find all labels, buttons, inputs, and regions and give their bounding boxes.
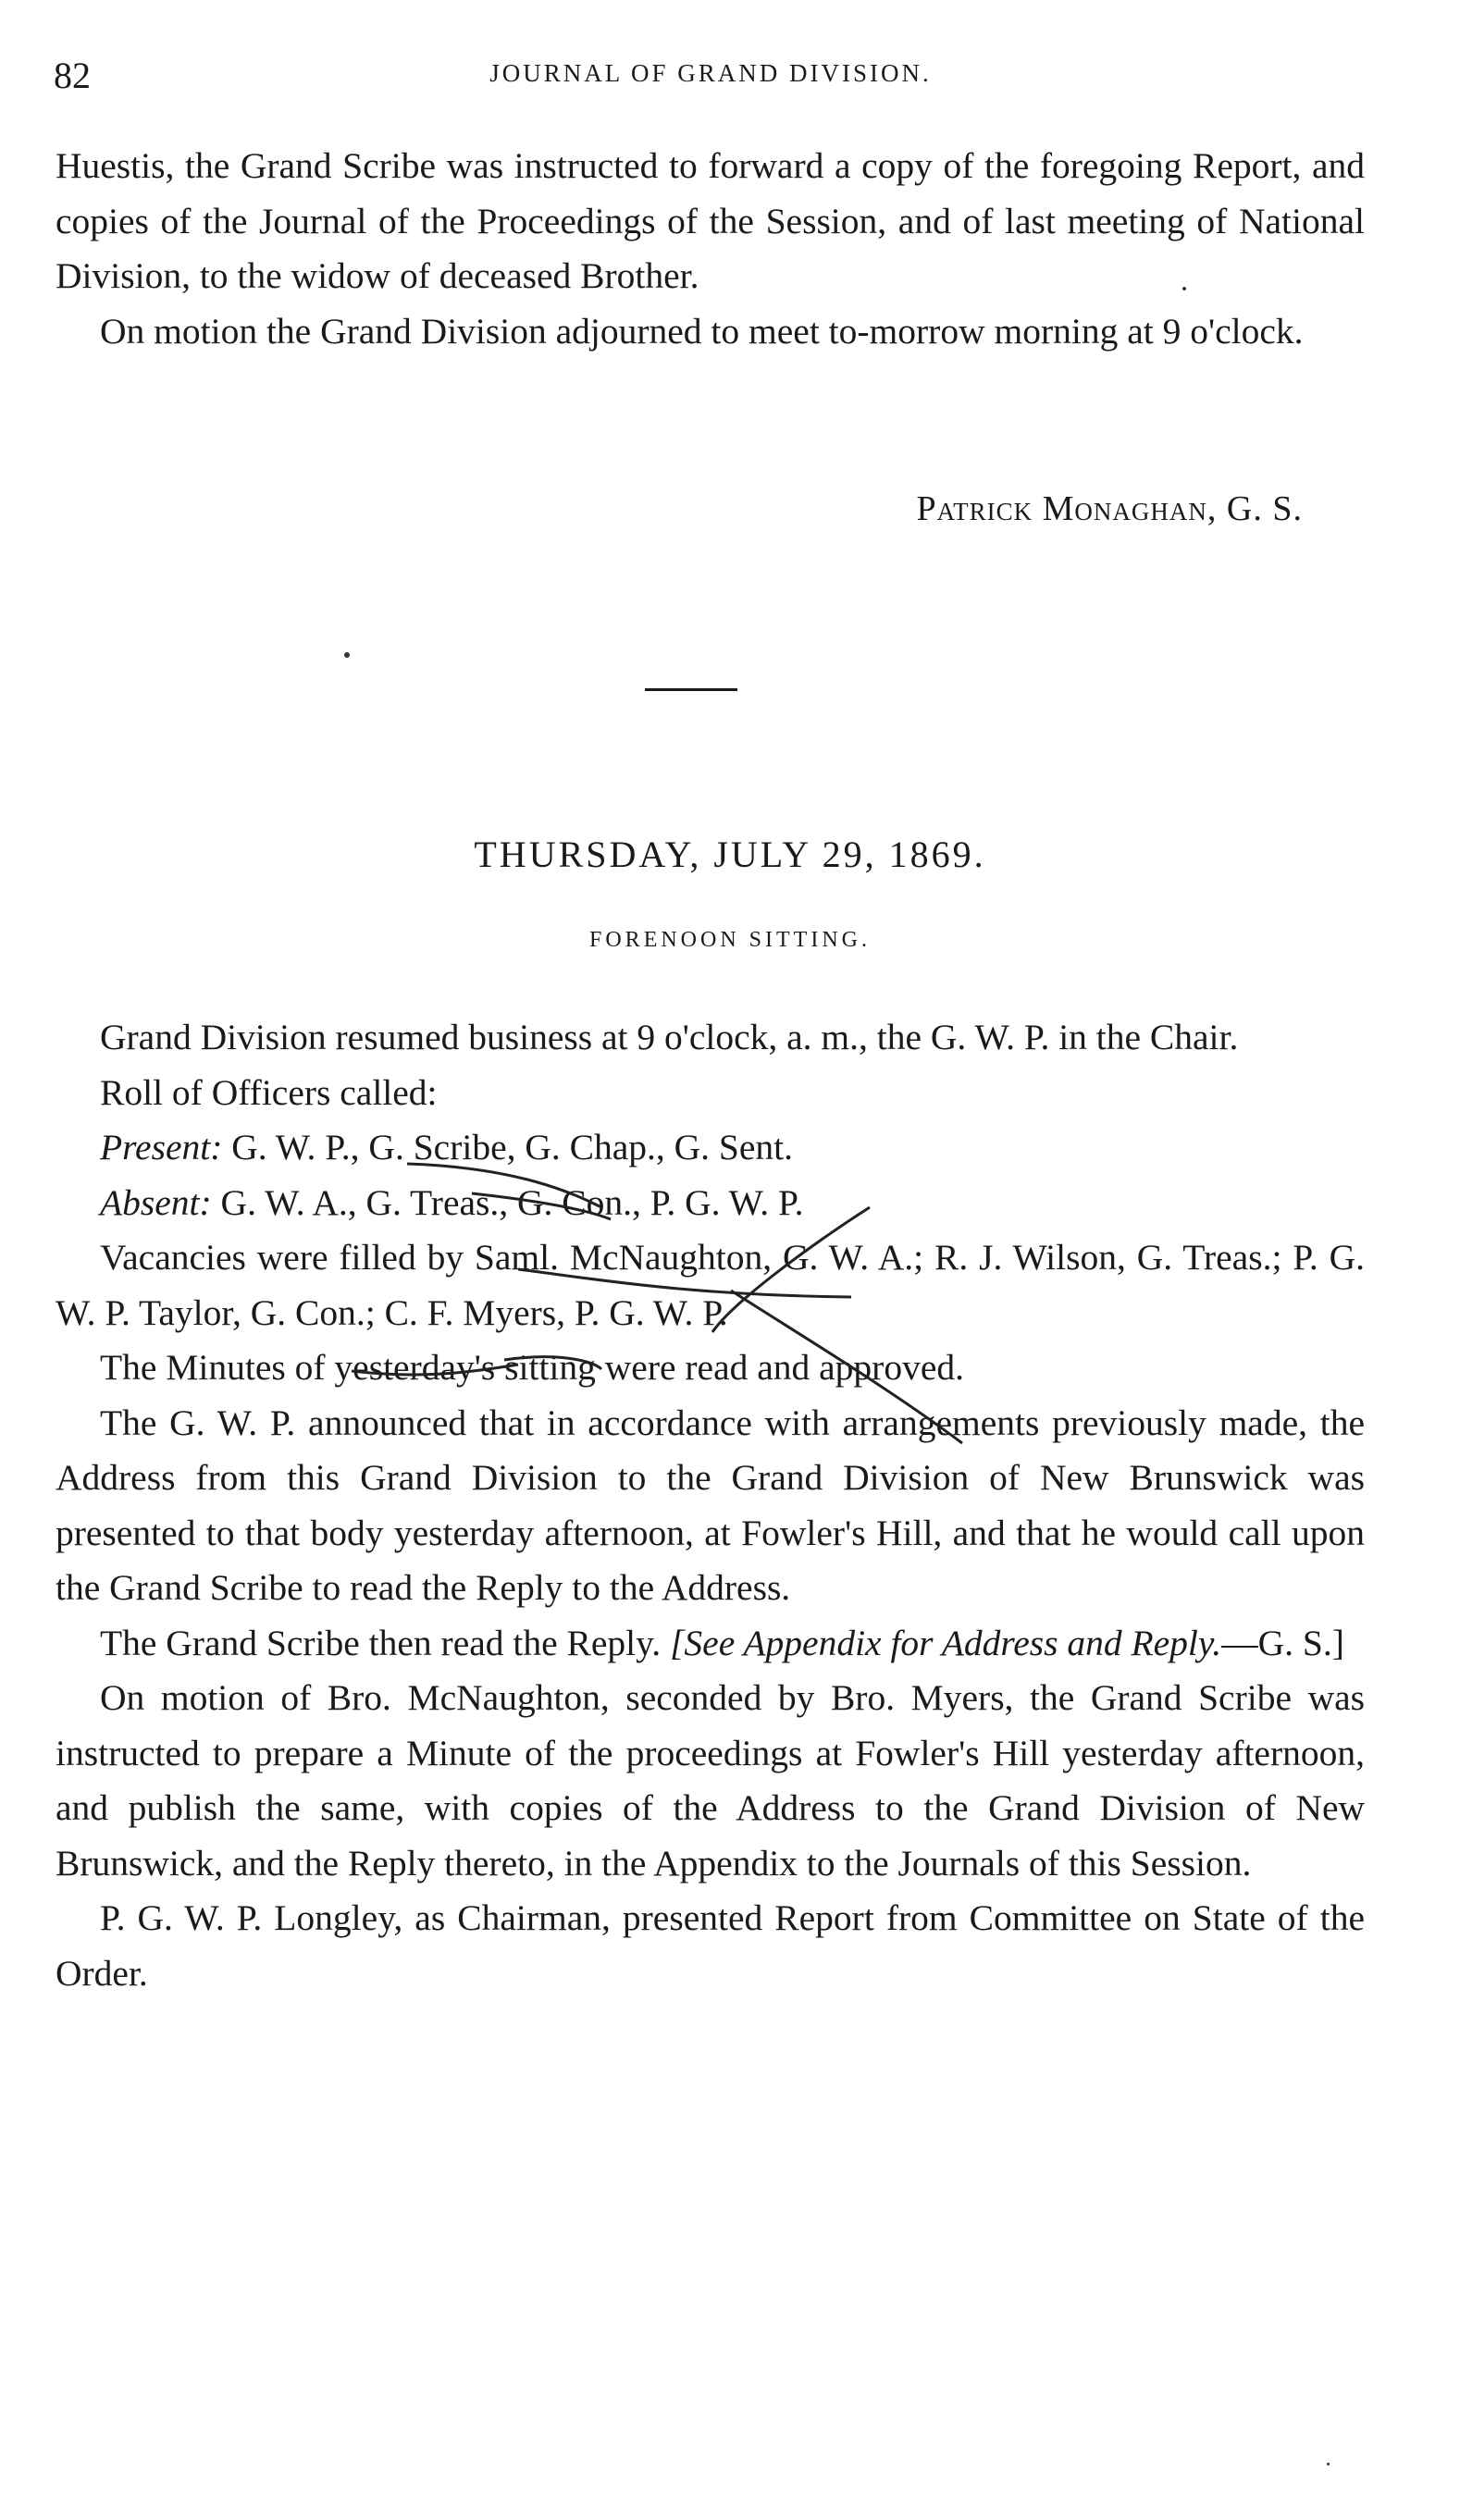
ink-speck — [344, 652, 350, 658]
reply-text: The Grand Scribe then read the Reply. — [100, 1622, 662, 1663]
intro-paragraph-2: On motion the Grand Division adjourned to meet to-morrow morning at 9 o'clock. — [100, 310, 1304, 352]
appendix-note-end: —G. S.] — [1221, 1622, 1344, 1663]
page-header — [54, 54, 1367, 109]
body-paragraph-6: The Minutes of yesterday's sitting were read and approved. — [100, 1347, 964, 1388]
intro-paragraph-1: Huestis, the Grand Scribe was instructed to forward a copy of the foregoing Report, and copies of the Journal of the Proceedings of the Session, and of last meeting of National Division, to the widow of deceased Brother. — [56, 145, 1365, 296]
absent-line — [56, 1176, 1365, 1231]
body-paragraph-9: On motion of Bro. McNaughton, seconded by Bro. Myers, the Grand Scribe was instructed to prepare a Minute of the proceedings at Fowler's Hill yesterday afternoon, and publish the same, with copies of the Address to the Grand Division of New Brunswick, and the Reply thereto, in the Appendix to the Journals of this Session. — [56, 1677, 1365, 1884]
present-line — [56, 1120, 1365, 1176]
body-paragraph-5: Vacancies were filled by Saml. McNaughton, G. W. A.; R. J. Wilson, G. Treas.; P. G. W. P. Taylor, G. Con.; C. F. Myers, P. G. W. P. — [56, 1237, 1365, 1333]
body-paragraph-2: Roll of Officers called: — [100, 1071, 438, 1113]
section-subtitle: FORENOON SITTING. — [589, 928, 871, 952]
ink-speck — [1182, 287, 1186, 290]
section-divider — [645, 688, 737, 691]
body-paragraph-8 — [56, 1616, 1365, 1672]
ink-speck — [1327, 2463, 1330, 2465]
body-paragraph-10: P. G. W. P. Longley, as Chairman, presented Report from Committee on State of the Order. — [56, 1897, 1365, 1994]
present-text: G. W. P., G. Scribe, G. Chap., G. Sent. — [231, 1127, 794, 1167]
intro-text — [56, 139, 1365, 359]
page-number: 82 — [54, 55, 91, 96]
absent-text: G. W. A., G. Treas., G. Con., P. G. W. P. — [220, 1181, 804, 1223]
signature: Patrick Monaghan, G. S. — [916, 489, 1303, 528]
body-text — [56, 1010, 1365, 2001]
appendix-note: [See Appendix for Address and Reply. — [670, 1622, 1222, 1663]
section-title: THURSDAY, JULY 29, 1869. — [474, 834, 986, 875]
body-paragraph-1: Grand Division resumed business at 9 o'clock, a. m., the G. W. P. in the Chair. — [100, 1017, 1239, 1057]
body-paragraph-7: The G. W. P. announced that in accordance with arrangements previously made, the Address from this Grand Division to the Grand Division of New Brunswick was presented to that body yesterday afternoon, at Fowler's Hill, and that he would call upon the Grand Scribe to read the Reply to the Address. — [56, 1402, 1365, 1608]
absent-label: Absent: — [100, 1181, 212, 1223]
running-head: JOURNAL OF GRAND DIVISION. — [489, 59, 932, 87]
present-label: Present: — [100, 1127, 223, 1167]
